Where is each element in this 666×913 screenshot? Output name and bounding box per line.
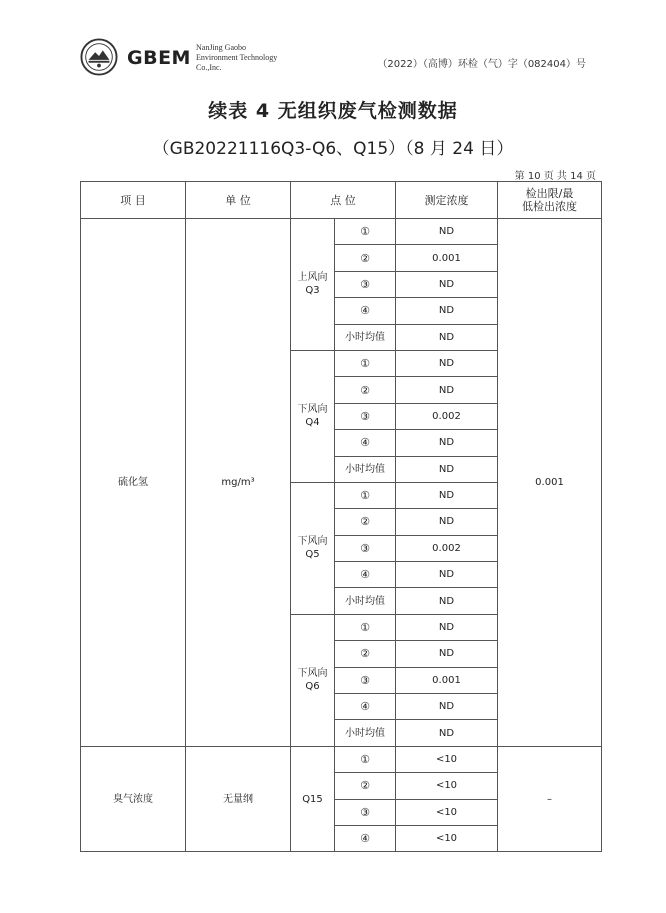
header-concentration: 测定浓度 — [396, 182, 498, 219]
header-unit: 单 位 — [186, 182, 291, 219]
point-cell: ③ — [335, 799, 396, 825]
point-cell: ② — [335, 377, 396, 403]
company-name: NanJing Gaobo Environment Technology Co.,Inc. — [196, 43, 278, 72]
point-cell: ③ — [335, 667, 396, 693]
company-logo-icon — [80, 38, 118, 76]
point-cell: ④ — [335, 430, 396, 456]
point-cell: ④ — [335, 825, 396, 851]
value-cell: 0.001 — [396, 667, 498, 693]
value-cell: <10 — [396, 746, 498, 772]
brand-name: GBEM — [127, 47, 191, 69]
emission-data-table — [80, 181, 602, 852]
point-cell: ④ — [335, 298, 396, 324]
value-cell: ND — [396, 482, 498, 508]
unit-cell: mg/m³ — [186, 219, 291, 747]
value-cell: 0.002 — [396, 535, 498, 561]
header-item: 项 目 — [81, 182, 186, 219]
value-cell: <10 — [396, 773, 498, 799]
value-cell: ND — [396, 298, 498, 324]
value-cell: ND — [396, 720, 498, 746]
point-cell: 小时均值 — [335, 456, 396, 482]
point-cell: ① — [335, 614, 396, 640]
limit-cell: 0.001 — [498, 219, 602, 747]
value-cell: ND — [396, 614, 498, 640]
value-cell: ND — [396, 509, 498, 535]
value-cell: 0.002 — [396, 403, 498, 429]
point-cell: ② — [335, 245, 396, 271]
value-cell: ND — [396, 271, 498, 297]
point-cell: 小时均值 — [335, 324, 396, 350]
point-cell: ① — [335, 482, 396, 508]
point-cell: ③ — [335, 271, 396, 297]
point-cell: ① — [335, 219, 396, 245]
value-cell: ND — [396, 456, 498, 482]
value-cell: ND — [396, 430, 498, 456]
station-cell: 上风向 Q3 — [291, 219, 335, 351]
point-cell: ① — [335, 746, 396, 772]
value-cell: <10 — [396, 799, 498, 825]
page-number: 第 10 页 共 14 页 — [514, 171, 596, 182]
point-cell: ① — [335, 350, 396, 376]
item-cell: 臭气浓度 — [81, 746, 186, 852]
station-cell: 下风向 Q4 — [291, 350, 335, 482]
table-row — [81, 746, 602, 772]
report-number: （2022）（高博）环检（气）字（082404）号 — [377, 59, 586, 70]
header-detection-limit: 检出限/最 低检出浓度 — [498, 182, 602, 219]
station-cell: 下风向 Q6 — [291, 614, 335, 746]
value-cell: <10 — [396, 825, 498, 851]
table-row — [81, 219, 602, 245]
point-cell: ② — [335, 641, 396, 667]
station-cell: Q15 — [291, 746, 335, 852]
value-cell: ND — [396, 562, 498, 588]
value-cell: ND — [396, 694, 498, 720]
value-cell: ND — [396, 377, 498, 403]
header-point: 点 位 — [291, 182, 396, 219]
point-cell: 小时均值 — [335, 588, 396, 614]
page-title: 续表 4 无组织废气检测数据 — [208, 100, 458, 122]
station-cell: 下风向 Q5 — [291, 482, 335, 614]
point-cell: ② — [335, 509, 396, 535]
point-cell: 小时均值 — [335, 720, 396, 746]
item-cell: 硫化氢 — [81, 219, 186, 747]
value-cell: ND — [396, 324, 498, 350]
value-cell: ND — [396, 219, 498, 245]
point-cell: ④ — [335, 562, 396, 588]
page-subtitle: （GB20221116Q3-Q6、Q15）（8 月 24 日） — [152, 139, 514, 159]
point-cell: ③ — [335, 535, 396, 561]
limit-cell: – — [498, 746, 602, 852]
value-cell: 0.001 — [396, 245, 498, 271]
point-cell: ④ — [335, 694, 396, 720]
value-cell: ND — [396, 641, 498, 667]
value-cell: ND — [396, 588, 498, 614]
table-header-row — [81, 182, 602, 219]
unit-cell: 无量纲 — [186, 746, 291, 852]
point-cell: ② — [335, 773, 396, 799]
value-cell: ND — [396, 350, 498, 376]
point-cell: ③ — [335, 403, 396, 429]
